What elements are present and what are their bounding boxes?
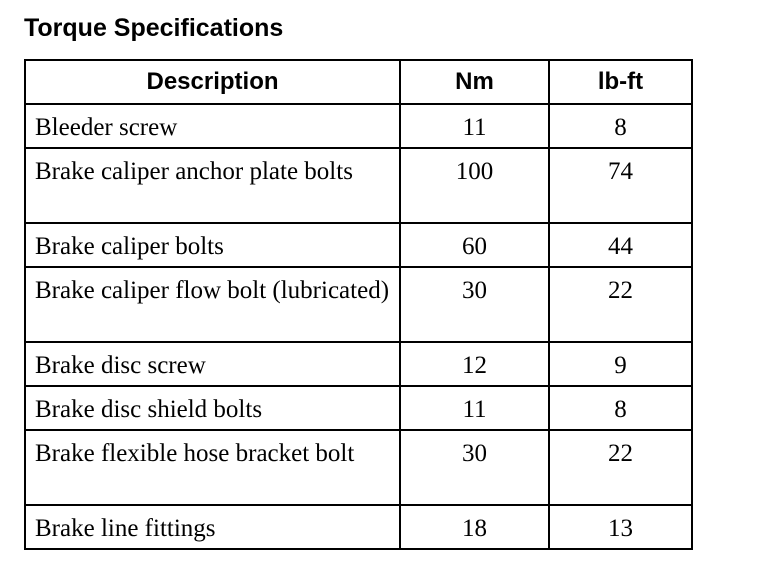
row-description: Bleeder screw xyxy=(25,104,400,148)
row-lbft-value: 8 xyxy=(549,104,692,148)
row-nm-value: 30 xyxy=(400,430,549,505)
torque-spec-table xyxy=(24,59,693,550)
table-row xyxy=(25,148,692,223)
row-nm-value: 30 xyxy=(400,267,549,342)
row-lbft-value: 13 xyxy=(549,505,692,549)
row-nm-value: 60 xyxy=(400,223,549,267)
table-row xyxy=(25,505,692,549)
table-row xyxy=(25,267,692,342)
row-description: Brake caliper anchor plate bolts xyxy=(25,148,400,223)
row-description: Brake caliper bolts xyxy=(25,223,400,267)
row-nm-value: 12 xyxy=(400,342,549,386)
table-row xyxy=(25,223,692,267)
row-description: Brake line fittings xyxy=(25,505,400,549)
row-nm-value: 11 xyxy=(400,104,549,148)
row-description: Brake disc screw xyxy=(25,342,400,386)
row-lbft-value: 8 xyxy=(549,386,692,430)
row-description: Brake caliper flow bolt (lubricated) xyxy=(25,267,400,342)
column-header-description: Description xyxy=(25,60,400,104)
row-lbft-value: 74 xyxy=(549,148,692,223)
column-header-lbft: lb-ft xyxy=(549,60,692,104)
row-lbft-value: 9 xyxy=(549,342,692,386)
row-nm-value: 11 xyxy=(400,386,549,430)
row-nm-value: 18 xyxy=(400,505,549,549)
row-nm-value: 100 xyxy=(400,148,549,223)
column-header-nm: Nm xyxy=(400,60,549,104)
row-description: Brake disc shield bolts xyxy=(25,386,400,430)
row-lbft-value: 44 xyxy=(549,223,692,267)
table-header-row xyxy=(25,60,692,104)
row-lbft-value: 22 xyxy=(549,267,692,342)
table-row xyxy=(25,104,692,148)
row-description: Brake flexible hose bracket bolt xyxy=(25,430,400,505)
table-row xyxy=(25,386,692,430)
row-lbft-value: 22 xyxy=(549,430,692,505)
table-row xyxy=(25,430,692,505)
table-row xyxy=(25,342,692,386)
page-title: Torque Specifications xyxy=(24,14,284,42)
